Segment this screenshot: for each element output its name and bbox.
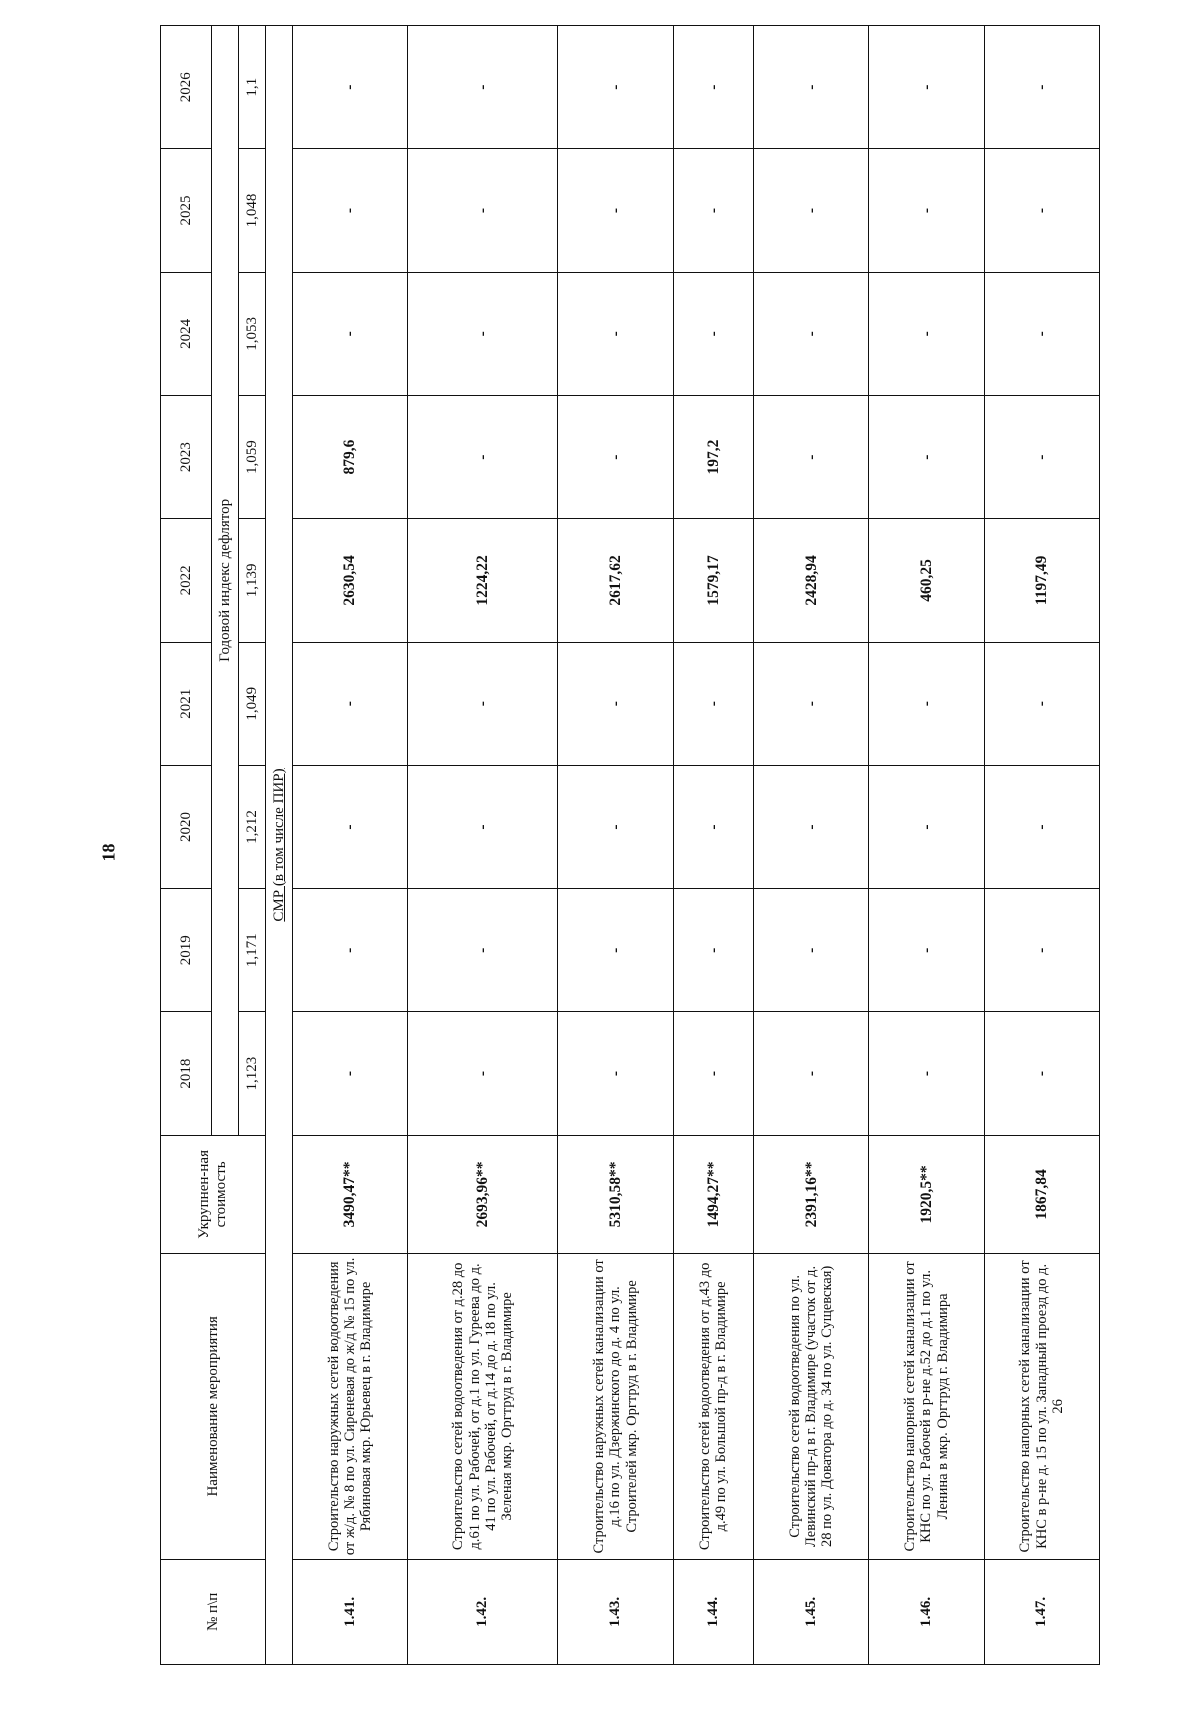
row-year-value: - [673, 889, 753, 1012]
deflator-value: 1,171 [239, 889, 266, 1012]
table-row [293, 26, 408, 1665]
row-year-value: - [558, 272, 673, 395]
row-name: Строительство наружных сетей водоотведения от ж/д. № 8 по ул. Сиреневая до ж/д № 15 по ул. Рябиновая мкр. Юрьевец в г. Владимире [293, 1254, 408, 1560]
row-year-value: - [754, 272, 869, 395]
row-cost: 1867,84 [984, 1135, 1099, 1253]
row-number: 1.47. [984, 1559, 1099, 1664]
row-year-value: - [984, 889, 1099, 1012]
row-year-value: 197,2 [673, 395, 753, 518]
row-year-value: - [754, 395, 869, 518]
row-year-value: - [673, 272, 753, 395]
table-row [408, 26, 558, 1665]
row-year-value: - [558, 889, 673, 1012]
table-row [984, 26, 1099, 1665]
row-name: Строительство сетей водоотведения от д.43 до д.49 по ул. Большой пр-д в г. Владимире [673, 1254, 753, 1560]
row-year-value: - [558, 765, 673, 888]
deflator-value: 1,139 [239, 519, 266, 642]
row-year-value: - [293, 642, 408, 765]
row-year-value: - [869, 642, 984, 765]
row-year-value: - [869, 395, 984, 518]
row-year-value: - [754, 765, 869, 888]
row-year-value: - [558, 26, 673, 149]
row-year-value: - [293, 149, 408, 272]
deflator-label: Годовой индекс дефлятор [212, 26, 239, 1136]
table-row [754, 26, 869, 1665]
row-year-value: - [408, 272, 558, 395]
investment-table [160, 25, 1100, 1665]
row-number: 1.46. [869, 1559, 984, 1664]
year-header: 2024 [161, 272, 212, 395]
row-number: 1.45. [754, 1559, 869, 1664]
row-year-value: - [673, 26, 753, 149]
row-year-value: - [408, 889, 558, 1012]
smr-label: СМР (в том числе ПИР) [266, 26, 293, 1665]
row-year-value: - [869, 765, 984, 888]
row-year-value: - [984, 642, 1099, 765]
row-year-value: - [984, 765, 1099, 888]
row-year-value: - [558, 395, 673, 518]
row-year-value: - [558, 1012, 673, 1135]
row-year-value: - [408, 395, 558, 518]
row-cost: 5310,58** [558, 1135, 673, 1253]
row-cost: 1920,5** [869, 1135, 984, 1253]
row-year-value: 460,25 [869, 519, 984, 642]
table-row [869, 26, 984, 1665]
row-name: Строительство напорных сетей канализации от КНС в р-не д. 15 по ул. Западный проезд до д. 26 [984, 1254, 1099, 1560]
rotated-table-frame [160, 25, 1100, 1665]
row-year-value: - [984, 1012, 1099, 1135]
row-year-value: - [558, 149, 673, 272]
row-cost: 3490,47** [293, 1135, 408, 1253]
row-year-value: 879,6 [293, 395, 408, 518]
row-number: 1.44. [673, 1559, 753, 1664]
row-number: 1.43. [558, 1559, 673, 1664]
row-year-value: - [984, 149, 1099, 272]
deflator-value: 1,053 [239, 272, 266, 395]
row-year-value: - [558, 642, 673, 765]
year-header: 2018 [161, 1012, 212, 1135]
row-year-value: - [754, 26, 869, 149]
row-year-value: 2630,54 [293, 519, 408, 642]
deflator-value: 1,048 [239, 149, 266, 272]
col-header-name: Наименование мероприятия [161, 1254, 266, 1560]
page-number: 18 [98, 843, 119, 862]
row-year-value: 1224,22 [408, 519, 558, 642]
row-year-value: - [293, 765, 408, 888]
row-year-value: - [408, 26, 558, 149]
row-year-value: - [869, 272, 984, 395]
row-year-value: 1197,49 [984, 519, 1099, 642]
row-year-value: - [293, 272, 408, 395]
row-year-value: 1579,17 [673, 519, 753, 642]
row-year-value: - [673, 1012, 753, 1135]
year-header: 2020 [161, 765, 212, 888]
row-year-value: - [673, 149, 753, 272]
year-header: 2021 [161, 642, 212, 765]
deflator-value: 1,059 [239, 395, 266, 518]
row-cost: 2391,16** [754, 1135, 869, 1253]
row-number: 1.42. [408, 1559, 558, 1664]
row-year-value: - [984, 395, 1099, 518]
row-year-value: - [293, 26, 408, 149]
row-year-value: - [984, 26, 1099, 149]
year-header: 2026 [161, 26, 212, 149]
deflator-value: 1,049 [239, 642, 266, 765]
year-header: 2022 [161, 519, 212, 642]
row-year-value: - [869, 26, 984, 149]
row-year-value: - [408, 1012, 558, 1135]
row-year-value: 2617,62 [558, 519, 673, 642]
row-year-value: - [293, 889, 408, 1012]
row-year-value: - [754, 889, 869, 1012]
row-year-value: - [984, 272, 1099, 395]
row-number: 1.41. [293, 1559, 408, 1664]
row-year-value: - [408, 765, 558, 888]
year-header: 2023 [161, 395, 212, 518]
year-header: 2025 [161, 149, 212, 272]
row-year-value: - [869, 149, 984, 272]
row-year-value: - [673, 642, 753, 765]
deflator-value: 1,123 [239, 1012, 266, 1135]
year-header: 2019 [161, 889, 212, 1012]
row-year-value: - [754, 1012, 869, 1135]
table-row [558, 26, 673, 1665]
row-year-value: - [869, 889, 984, 1012]
deflator-value: 1,212 [239, 765, 266, 888]
row-name: Строительство наружных сетей канализации от д.16 по ул. Дзержинского до д. 4 по ул. Строителей мкр. Оргтруд в г. Владимире [558, 1254, 673, 1560]
row-name: Строительство сетей водоотведения от д.28 до д.61 по ул. Рабочей, от д.1 по ул. Гуреева до д. 41 по ул. Рабочей, от д.14 до д. 18 по ул. Зеленая мкр. Оргтруд в г. Владимире [408, 1254, 558, 1560]
row-name: Строительство напорной сетей канализации от КНС по ул. Рабочей в р-не д.52 до д.1 по ул. Ленина в мкр. Оргтруд г. Владимира [869, 1254, 984, 1560]
row-year-value: - [754, 149, 869, 272]
row-year-value: - [293, 1012, 408, 1135]
row-year-value: - [408, 149, 558, 272]
deflator-value: 1,1 [239, 26, 266, 149]
col-header-number: № п\п [161, 1559, 266, 1664]
row-year-value: - [754, 642, 869, 765]
row-name: Строительство сетей водоотведения по ул. Левинский пр-д в г. Владимире (участок от д. 28 по ул. Доватора до д. 34 по ул. Сущевская) [754, 1254, 869, 1560]
row-year-value: 2428,94 [754, 519, 869, 642]
row-year-value: - [673, 765, 753, 888]
row-year-value: - [408, 642, 558, 765]
row-cost: 2693,96** [408, 1135, 558, 1253]
col-header-cost: Укрупнен-ная стоимость [161, 1135, 266, 1253]
row-year-value: - [869, 1012, 984, 1135]
table-row [673, 26, 753, 1665]
row-cost: 1494,27** [673, 1135, 753, 1253]
